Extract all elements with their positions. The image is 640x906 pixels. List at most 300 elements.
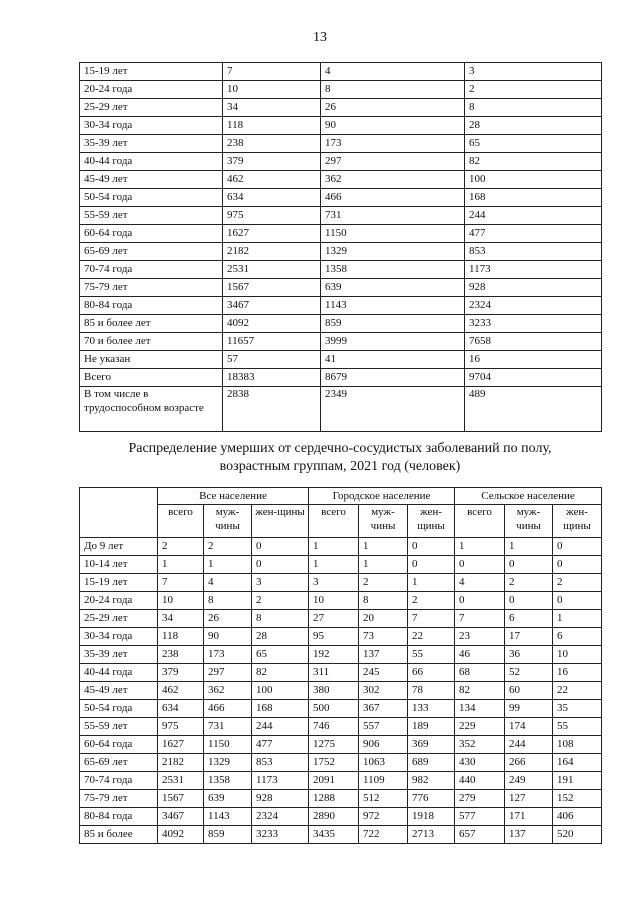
value-cell: 0 xyxy=(505,556,553,574)
value-cell: 369 xyxy=(408,736,455,754)
value-cell: 462 xyxy=(223,171,321,189)
value-cell: 60 xyxy=(505,682,553,700)
value-cell: 174 xyxy=(505,718,553,736)
value-cell: 8 xyxy=(359,592,408,610)
value-cell: 9704 xyxy=(465,369,602,387)
value-cell: 1329 xyxy=(204,754,252,772)
value-cell: 137 xyxy=(359,646,408,664)
value-cell: 0 xyxy=(455,556,505,574)
value-cell: 972 xyxy=(359,808,408,826)
value-cell: 22 xyxy=(408,628,455,646)
value-cell: 118 xyxy=(223,117,321,135)
value-cell: 4092 xyxy=(223,315,321,333)
row-label-cell: 70-74 года xyxy=(80,261,223,279)
subheader-women: жен-щины xyxy=(252,505,309,538)
value-cell: 100 xyxy=(465,171,602,189)
row-label-cell: 60-64 года xyxy=(80,736,158,754)
table-row xyxy=(80,387,602,432)
value-cell: 2 xyxy=(465,81,602,99)
header-group-urban: Городское население xyxy=(309,488,455,505)
value-cell: 18383 xyxy=(223,369,321,387)
value-cell: 100 xyxy=(252,682,309,700)
value-cell: 1 xyxy=(505,538,553,556)
value-cell: 639 xyxy=(321,279,465,297)
table-row xyxy=(80,117,602,135)
value-cell: 108 xyxy=(553,736,602,754)
table-row xyxy=(80,81,602,99)
value-cell: 2 xyxy=(158,538,204,556)
value-cell: 2 xyxy=(553,574,602,592)
value-cell: 430 xyxy=(455,754,505,772)
value-cell: 173 xyxy=(321,135,465,153)
table-row xyxy=(80,592,602,610)
value-cell: 2182 xyxy=(223,243,321,261)
value-cell: 906 xyxy=(359,736,408,754)
value-cell: 2713 xyxy=(408,826,455,844)
value-cell: 168 xyxy=(465,189,602,207)
value-cell: 928 xyxy=(465,279,602,297)
row-label-cell: 85 и более лет xyxy=(80,315,223,333)
value-cell: 26 xyxy=(321,99,465,117)
value-cell: 189 xyxy=(408,718,455,736)
table-row xyxy=(80,538,602,556)
table-row xyxy=(80,610,602,628)
value-cell: 173 xyxy=(204,646,252,664)
row-label-cell: 60-64 года xyxy=(80,225,223,243)
value-cell: 1173 xyxy=(465,261,602,279)
cardiovascular-deaths-table xyxy=(79,487,602,844)
value-cell: 466 xyxy=(321,189,465,207)
value-cell: 2 xyxy=(204,538,252,556)
value-cell: 229 xyxy=(455,718,505,736)
value-cell: 4 xyxy=(455,574,505,592)
value-cell: 639 xyxy=(204,790,252,808)
value-cell: 6 xyxy=(505,610,553,628)
value-cell: 55 xyxy=(408,646,455,664)
value-cell: 466 xyxy=(204,700,252,718)
value-cell: 90 xyxy=(204,628,252,646)
table-row xyxy=(80,99,602,117)
value-cell: 127 xyxy=(505,790,553,808)
table-row xyxy=(80,315,602,333)
value-cell: 82 xyxy=(252,664,309,682)
table-row xyxy=(80,574,602,592)
subheader-men: муж-чины xyxy=(359,505,408,538)
value-cell: 8 xyxy=(252,610,309,628)
value-cell: 297 xyxy=(204,664,252,682)
row-label-cell: 70-74 года xyxy=(80,772,158,790)
value-cell: 512 xyxy=(359,790,408,808)
value-cell: 17 xyxy=(505,628,553,646)
value-cell: 8 xyxy=(204,592,252,610)
table-row xyxy=(80,754,602,772)
table-row xyxy=(80,279,602,297)
value-cell: 164 xyxy=(553,754,602,772)
row-label-cell: 20-24 года xyxy=(80,592,158,610)
header-group-rural: Сельское население xyxy=(455,488,602,505)
row-label-cell: 70 и более лет xyxy=(80,333,223,351)
value-cell: 859 xyxy=(321,315,465,333)
header-corner-cell xyxy=(80,488,158,538)
value-cell: 26 xyxy=(204,610,252,628)
value-cell: 244 xyxy=(505,736,553,754)
subheader-total: всего xyxy=(158,505,204,538)
value-cell: 379 xyxy=(158,664,204,682)
value-cell: 1752 xyxy=(309,754,359,772)
value-cell: 82 xyxy=(465,153,602,171)
value-cell: 118 xyxy=(158,628,204,646)
row-label-cell: 10-14 лет xyxy=(80,556,158,574)
value-cell: 1358 xyxy=(321,261,465,279)
value-cell: 1275 xyxy=(309,736,359,754)
value-cell: 171 xyxy=(505,808,553,826)
value-cell: 0 xyxy=(252,538,309,556)
subheader-total: всего xyxy=(455,505,505,538)
value-cell: 0 xyxy=(455,592,505,610)
value-cell: 66 xyxy=(408,664,455,682)
table-row xyxy=(80,826,602,844)
row-label-cell: 20-24 года xyxy=(80,81,223,99)
value-cell: 1918 xyxy=(408,808,455,826)
table-row xyxy=(80,261,602,279)
row-label-cell: 85 и более xyxy=(80,826,158,844)
value-cell: 557 xyxy=(359,718,408,736)
value-cell: 7 xyxy=(408,610,455,628)
value-cell: 3 xyxy=(309,574,359,592)
value-cell: 477 xyxy=(465,225,602,243)
value-cell: 238 xyxy=(223,135,321,153)
row-label-cell: 80-84 года xyxy=(80,808,158,826)
value-cell: 95 xyxy=(309,628,359,646)
value-cell: 297 xyxy=(321,153,465,171)
value-cell: 689 xyxy=(408,754,455,772)
table-row xyxy=(80,351,602,369)
value-cell: 16 xyxy=(553,664,602,682)
table-row xyxy=(80,243,602,261)
row-label-cell: До 9 лет xyxy=(80,538,158,556)
value-cell: 1109 xyxy=(359,772,408,790)
value-cell: 1 xyxy=(359,556,408,574)
value-cell: 2531 xyxy=(158,772,204,790)
row-label-cell: 75-79 лет xyxy=(80,279,223,297)
value-cell: 362 xyxy=(321,171,465,189)
table-row xyxy=(80,772,602,790)
value-cell: 4 xyxy=(321,63,465,81)
row-label-cell: 25-29 лет xyxy=(80,610,158,628)
value-cell: 8679 xyxy=(321,369,465,387)
value-cell: 477 xyxy=(252,736,309,754)
row-label-cell: 25-29 лет xyxy=(80,99,223,117)
value-cell: 36 xyxy=(505,646,553,664)
value-cell: 379 xyxy=(223,153,321,171)
table-row xyxy=(80,297,602,315)
value-cell: 722 xyxy=(359,826,408,844)
value-cell: 1 xyxy=(204,556,252,574)
value-cell: 99 xyxy=(505,700,553,718)
value-cell: 28 xyxy=(465,117,602,135)
header-sub-row xyxy=(80,505,602,538)
value-cell: 7 xyxy=(158,574,204,592)
row-label-cell: 75-79 лет xyxy=(80,790,158,808)
row-label-cell: 45-49 лет xyxy=(80,682,158,700)
value-cell: 1 xyxy=(455,538,505,556)
value-cell: 3233 xyxy=(465,315,602,333)
value-cell: 2324 xyxy=(465,297,602,315)
table1-body xyxy=(80,63,602,432)
value-cell: 152 xyxy=(553,790,602,808)
value-cell: 4092 xyxy=(158,826,204,844)
value-cell: 279 xyxy=(455,790,505,808)
value-cell: 2838 xyxy=(223,387,321,432)
value-cell: 776 xyxy=(408,790,455,808)
table-row xyxy=(80,718,602,736)
value-cell: 3 xyxy=(465,63,602,81)
value-cell: 3233 xyxy=(252,826,309,844)
row-label-cell: 15-19 лет xyxy=(80,63,223,81)
value-cell: 41 xyxy=(321,351,465,369)
row-label-cell: 55-59 лет xyxy=(80,207,223,225)
value-cell: 55 xyxy=(553,718,602,736)
table-row xyxy=(80,369,602,387)
row-label-cell: 35-39 лет xyxy=(80,646,158,664)
value-cell: 8 xyxy=(465,99,602,117)
table2-body xyxy=(80,538,602,844)
table-row xyxy=(80,135,602,153)
value-cell: 500 xyxy=(309,700,359,718)
table2-header xyxy=(80,488,602,538)
table-row xyxy=(80,153,602,171)
value-cell: 0 xyxy=(553,556,602,574)
value-cell: 853 xyxy=(465,243,602,261)
value-cell: 440 xyxy=(455,772,505,790)
value-cell: 1143 xyxy=(204,808,252,826)
value-cell: 90 xyxy=(321,117,465,135)
row-label-cell: 50-54 года xyxy=(80,700,158,718)
subheader-women: жен-щины xyxy=(553,505,602,538)
value-cell: 577 xyxy=(455,808,505,826)
table-row xyxy=(80,736,602,754)
value-cell: 46 xyxy=(455,646,505,664)
value-cell: 1 xyxy=(309,538,359,556)
value-cell: 134 xyxy=(455,700,505,718)
value-cell: 10 xyxy=(158,592,204,610)
value-cell: 982 xyxy=(408,772,455,790)
value-cell: 0 xyxy=(252,556,309,574)
value-cell: 82 xyxy=(455,682,505,700)
value-cell: 1063 xyxy=(359,754,408,772)
subheader-women: жен-щины xyxy=(408,505,455,538)
value-cell: 249 xyxy=(505,772,553,790)
value-cell: 3435 xyxy=(309,826,359,844)
value-cell: 1288 xyxy=(309,790,359,808)
value-cell: 28 xyxy=(252,628,309,646)
value-cell: 0 xyxy=(408,538,455,556)
table-row xyxy=(80,646,602,664)
value-cell: 133 xyxy=(408,700,455,718)
value-cell: 3 xyxy=(252,574,309,592)
value-cell: 65 xyxy=(252,646,309,664)
value-cell: 657 xyxy=(455,826,505,844)
value-cell: 928 xyxy=(252,790,309,808)
value-cell: 244 xyxy=(465,207,602,225)
value-cell: 73 xyxy=(359,628,408,646)
value-cell: 311 xyxy=(309,664,359,682)
value-cell: 2182 xyxy=(158,754,204,772)
row-label-cell: 30-34 года xyxy=(80,628,158,646)
table-row xyxy=(80,171,602,189)
value-cell: 1627 xyxy=(158,736,204,754)
value-cell: 68 xyxy=(455,664,505,682)
value-cell: 22 xyxy=(553,682,602,700)
value-cell: 462 xyxy=(158,682,204,700)
value-cell: 975 xyxy=(223,207,321,225)
value-cell: 137 xyxy=(505,826,553,844)
row-label-cell: 55-59 лет xyxy=(80,718,158,736)
value-cell: 1358 xyxy=(204,772,252,790)
row-label-cell: 15-19 лет xyxy=(80,574,158,592)
value-cell: 2349 xyxy=(321,387,465,432)
value-cell: 2324 xyxy=(252,808,309,826)
table-row xyxy=(80,333,602,351)
value-cell: 859 xyxy=(204,826,252,844)
row-label-cell: 40-44 года xyxy=(80,664,158,682)
value-cell: 352 xyxy=(455,736,505,754)
value-cell: 1 xyxy=(553,610,602,628)
value-cell: 78 xyxy=(408,682,455,700)
value-cell: 10 xyxy=(309,592,359,610)
header-group-row xyxy=(80,488,602,505)
value-cell: 731 xyxy=(321,207,465,225)
value-cell: 853 xyxy=(252,754,309,772)
value-cell: 362 xyxy=(204,682,252,700)
value-cell: 10 xyxy=(553,646,602,664)
table-row xyxy=(80,700,602,718)
value-cell: 192 xyxy=(309,646,359,664)
value-cell: 8 xyxy=(321,81,465,99)
row-label-cell: Не указан xyxy=(80,351,223,369)
caption-line-1: Распределение умерших от сердечно-сосудистых заболеваний по полу, xyxy=(128,441,552,456)
value-cell: 7 xyxy=(455,610,505,628)
value-cell: 731 xyxy=(204,718,252,736)
value-cell: 3467 xyxy=(158,808,204,826)
value-cell: 65 xyxy=(465,135,602,153)
value-cell: 1 xyxy=(309,556,359,574)
value-cell: 23 xyxy=(455,628,505,646)
value-cell: 2 xyxy=(408,592,455,610)
value-cell: 975 xyxy=(158,718,204,736)
value-cell: 302 xyxy=(359,682,408,700)
row-label-cell: 30-34 года xyxy=(80,117,223,135)
table-row xyxy=(80,63,602,81)
value-cell: 2 xyxy=(252,592,309,610)
value-cell: 35 xyxy=(553,700,602,718)
value-cell: 1 xyxy=(158,556,204,574)
value-cell: 191 xyxy=(553,772,602,790)
value-cell: 244 xyxy=(252,718,309,736)
value-cell: 238 xyxy=(158,646,204,664)
value-cell: 10 xyxy=(223,81,321,99)
page-number: 13 xyxy=(313,30,327,45)
value-cell: 266 xyxy=(505,754,553,772)
table-row xyxy=(80,808,602,826)
row-label-cell: Всего xyxy=(80,369,223,387)
table-row xyxy=(80,207,602,225)
value-cell: 34 xyxy=(158,610,204,628)
value-cell: 1 xyxy=(408,574,455,592)
value-cell: 168 xyxy=(252,700,309,718)
table-row xyxy=(80,628,602,646)
value-cell: 16 xyxy=(465,351,602,369)
value-cell: 0 xyxy=(408,556,455,574)
value-cell: 11657 xyxy=(223,333,321,351)
value-cell: 6 xyxy=(553,628,602,646)
value-cell: 2 xyxy=(359,574,408,592)
value-cell: 2091 xyxy=(309,772,359,790)
value-cell: 0 xyxy=(553,538,602,556)
table-row xyxy=(80,682,602,700)
value-cell: 1567 xyxy=(223,279,321,297)
table-row xyxy=(80,664,602,682)
value-cell: 634 xyxy=(223,189,321,207)
value-cell: 7658 xyxy=(465,333,602,351)
value-cell: 1329 xyxy=(321,243,465,261)
table-row xyxy=(80,790,602,808)
value-cell: 1567 xyxy=(158,790,204,808)
value-cell: 2890 xyxy=(309,808,359,826)
value-cell: 7 xyxy=(223,63,321,81)
value-cell: 0 xyxy=(505,592,553,610)
table-row xyxy=(80,225,602,243)
value-cell: 3467 xyxy=(223,297,321,315)
value-cell: 489 xyxy=(465,387,602,432)
row-label-cell: 50-54 года xyxy=(80,189,223,207)
value-cell: 746 xyxy=(309,718,359,736)
table-row xyxy=(80,189,602,207)
subheader-men: муж-чины xyxy=(505,505,553,538)
value-cell: 406 xyxy=(553,808,602,826)
row-label-cell: 65-69 лет xyxy=(80,243,223,261)
value-cell: 4 xyxy=(204,574,252,592)
value-cell: 1143 xyxy=(321,297,465,315)
value-cell: 1 xyxy=(359,538,408,556)
row-label-cell: 40-44 года xyxy=(80,153,223,171)
row-label-cell: 80-84 года xyxy=(80,297,223,315)
value-cell: 1150 xyxy=(204,736,252,754)
value-cell: 57 xyxy=(223,351,321,369)
value-cell: 367 xyxy=(359,700,408,718)
value-cell: 634 xyxy=(158,700,204,718)
value-cell: 34 xyxy=(223,99,321,117)
value-cell: 380 xyxy=(309,682,359,700)
age-distribution-table-continued xyxy=(79,62,602,432)
row-label-cell: В том числе в трудоспособном возрасте xyxy=(80,387,223,432)
row-label-cell: 65-69 лет xyxy=(80,754,158,772)
row-label-cell: 45-49 лет xyxy=(80,171,223,189)
value-cell: 52 xyxy=(505,664,553,682)
value-cell: 2 xyxy=(505,574,553,592)
header-group-all: Все население xyxy=(158,488,309,505)
table-row xyxy=(80,556,602,574)
value-cell: 1173 xyxy=(252,772,309,790)
value-cell: 2531 xyxy=(223,261,321,279)
value-cell: 1627 xyxy=(223,225,321,243)
value-cell: 245 xyxy=(359,664,408,682)
value-cell: 0 xyxy=(553,592,602,610)
value-cell: 1150 xyxy=(321,225,465,243)
caption-line-2: возрастным группам, 2021 год (человек) xyxy=(219,459,461,474)
value-cell: 3999 xyxy=(321,333,465,351)
subheader-men: муж-чины xyxy=(204,505,252,538)
